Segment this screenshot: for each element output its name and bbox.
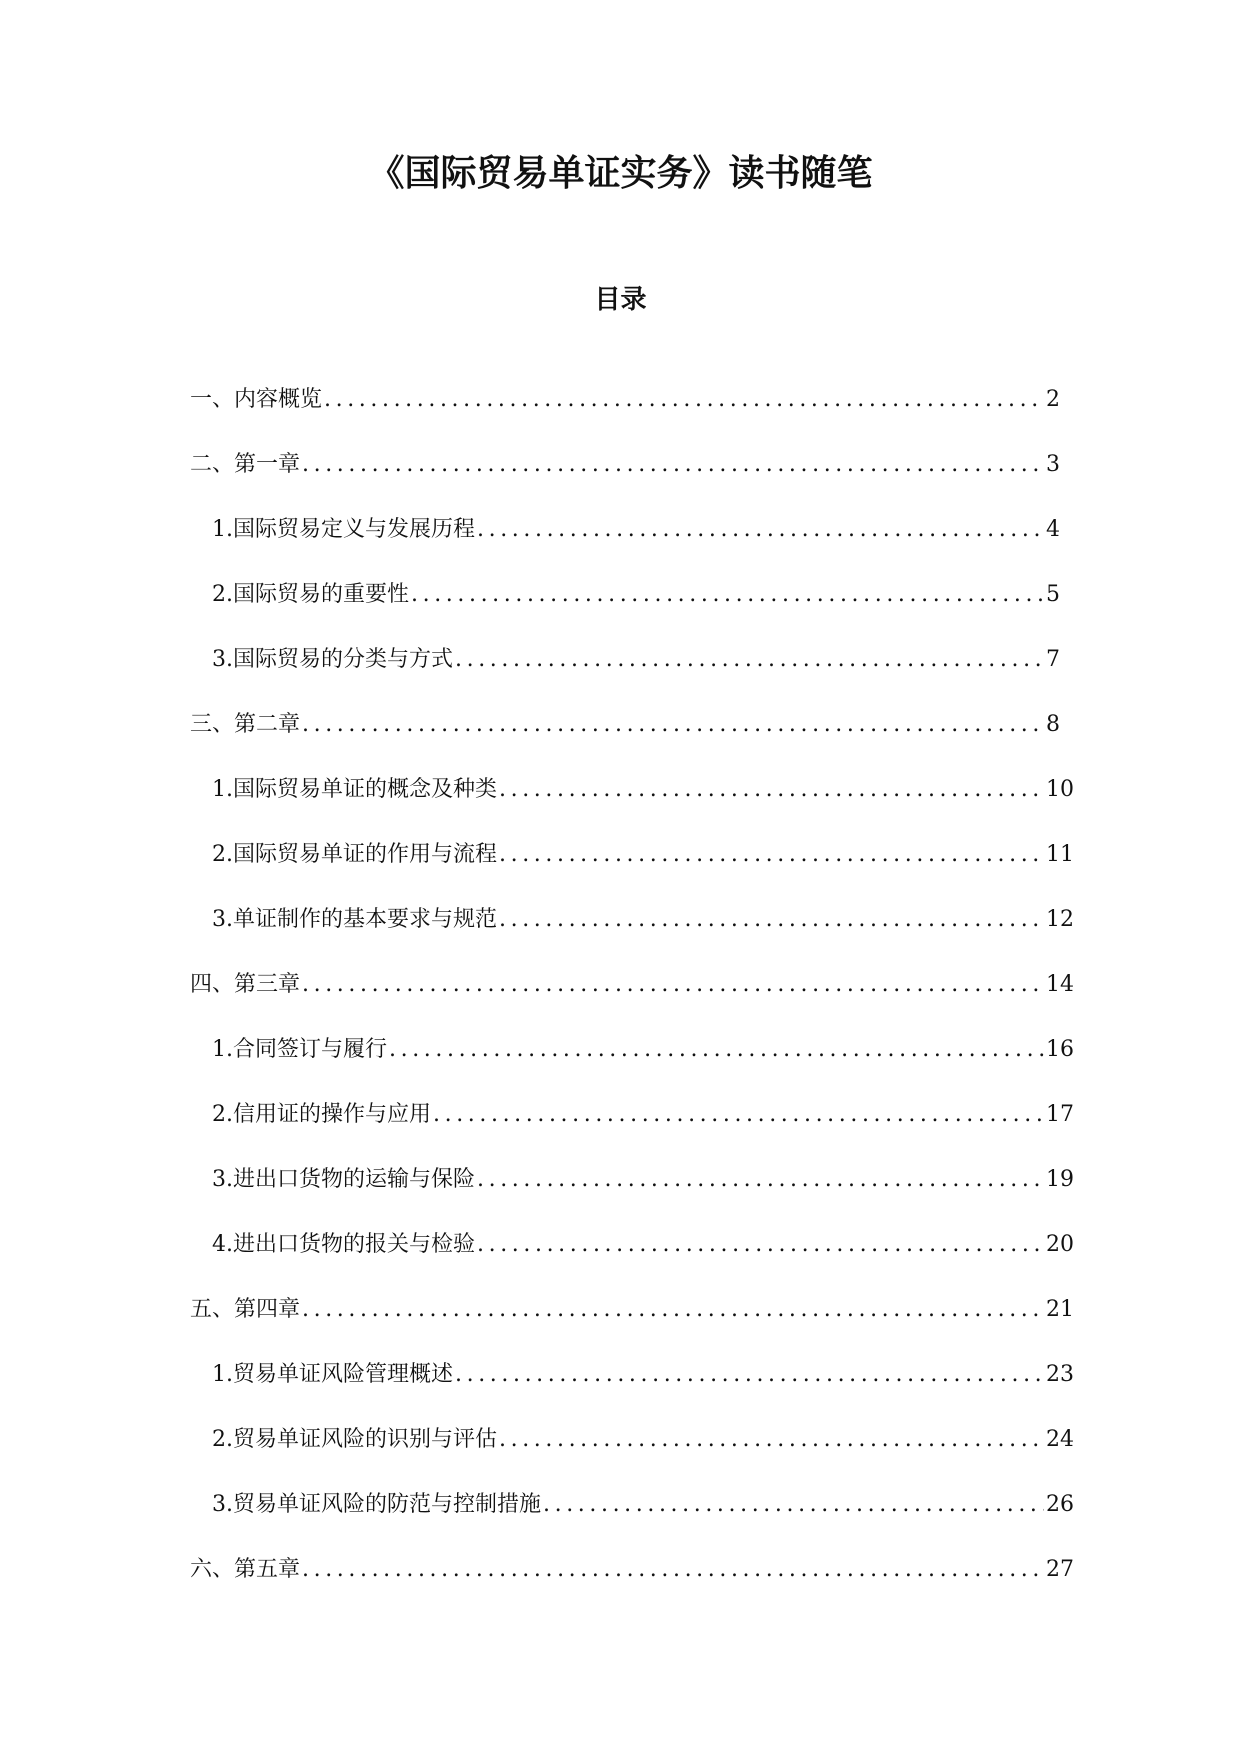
toc-entry[interactable] xyxy=(190,710,1060,775)
toc-entry[interactable] xyxy=(190,1295,1074,1360)
toc-dot-leader xyxy=(499,775,1044,805)
toc-subentry-page: 16 xyxy=(1046,1037,1074,1062)
toc-entry[interactable] xyxy=(190,970,1074,1035)
toc-dot-leader xyxy=(455,645,1044,675)
toc-subentry-page: 20 xyxy=(1046,1232,1074,1257)
toc-dot-leader xyxy=(499,1425,1044,1455)
toc-subentry-label: 国际贸易定义与发展历程 xyxy=(233,517,476,542)
toc-entry-page: 2 xyxy=(1046,387,1060,412)
toc-dot-leader xyxy=(477,1230,1044,1260)
toc-subentry[interactable] xyxy=(190,1100,1074,1165)
toc-subentry[interactable] xyxy=(190,1230,1074,1295)
toc-entry-label: 三、第二章 xyxy=(190,712,301,737)
toc-subentry-number: 3. xyxy=(212,647,233,672)
toc-subentry-number: 2. xyxy=(212,842,233,867)
toc-dot-leader xyxy=(499,905,1044,935)
toc-heading: 目录 xyxy=(594,285,647,315)
toc-subentry-page: 10 xyxy=(1046,777,1074,802)
toc-entry[interactable] xyxy=(190,1555,1074,1620)
toc-subentry-number: 3. xyxy=(212,1167,233,1192)
toc-subentry-number: 1. xyxy=(212,517,233,542)
toc-subentry[interactable] xyxy=(190,515,1060,580)
toc-subentry[interactable] xyxy=(190,775,1074,840)
toc-dot-leader xyxy=(543,1490,1044,1520)
toc-entry-page: 27 xyxy=(1046,1557,1074,1582)
toc-subentry-label: 贸易单证风险的识别与评估 xyxy=(233,1427,498,1452)
toc-subentry-label: 合同签订与履行 xyxy=(233,1037,388,1062)
toc-subentry[interactable] xyxy=(190,840,1074,905)
toc-dot-leader xyxy=(302,1555,1044,1585)
toc-subentry-page: 19 xyxy=(1046,1167,1074,1192)
toc-subentry-number: 3. xyxy=(212,907,233,932)
toc-subentry-page: 11 xyxy=(1046,842,1074,867)
table-of-contents xyxy=(190,385,1074,1620)
toc-dot-leader xyxy=(477,1165,1044,1195)
toc-subentry-label: 单证制作的基本要求与规范 xyxy=(233,907,498,932)
toc-entry-page: 14 xyxy=(1046,972,1074,997)
toc-dot-leader xyxy=(324,385,1044,415)
toc-dot-leader xyxy=(455,1360,1044,1390)
toc-subentry-page: 12 xyxy=(1046,907,1074,932)
toc-subentry-number: 4. xyxy=(212,1232,233,1257)
toc-subentry-page: 5 xyxy=(1046,582,1060,607)
toc-entry[interactable] xyxy=(190,385,1060,450)
toc-subentry-number: 2. xyxy=(212,1427,233,1452)
toc-subentry-page: 17 xyxy=(1046,1102,1074,1127)
toc-subentry[interactable] xyxy=(190,1035,1074,1100)
toc-subentry[interactable] xyxy=(190,1165,1074,1230)
toc-subentry-number: 1. xyxy=(212,777,233,802)
toc-dot-leader xyxy=(477,515,1044,545)
toc-subentry-page: 23 xyxy=(1046,1362,1074,1387)
toc-dot-leader xyxy=(302,710,1044,740)
toc-dot-leader xyxy=(499,840,1044,870)
toc-subentry-label: 国际贸易的分类与方式 xyxy=(233,647,454,672)
toc-subentry-number: 1. xyxy=(212,1362,233,1387)
toc-dot-leader xyxy=(389,1035,1044,1065)
toc-subentry[interactable] xyxy=(190,905,1074,970)
toc-dot-leader xyxy=(302,970,1044,1000)
toc-subentry[interactable] xyxy=(190,645,1060,710)
toc-entry[interactable] xyxy=(190,450,1060,515)
toc-dot-leader xyxy=(302,450,1044,480)
toc-subentry-label: 国际贸易的重要性 xyxy=(233,582,410,607)
toc-subentry-page: 26 xyxy=(1046,1492,1074,1517)
toc-entry-page: 21 xyxy=(1046,1297,1074,1322)
toc-subentry[interactable] xyxy=(190,1490,1074,1555)
toc-subentry-label: 进出口货物的报关与检验 xyxy=(233,1232,476,1257)
toc-dot-leader xyxy=(433,1100,1044,1130)
toc-subentry[interactable] xyxy=(190,580,1060,645)
toc-entry-label: 六、第五章 xyxy=(190,1557,301,1582)
toc-subentry-label: 信用证的操作与应用 xyxy=(233,1102,432,1127)
toc-entry-label: 二、第一章 xyxy=(190,452,301,477)
toc-subentry-label: 贸易单证风险的防范与控制措施 xyxy=(233,1492,542,1517)
toc-subentry-number: 2. xyxy=(212,1102,233,1127)
toc-dot-leader xyxy=(411,580,1044,610)
toc-entry-label: 四、第三章 xyxy=(190,972,301,997)
toc-subentry-label: 贸易单证风险管理概述 xyxy=(233,1362,454,1387)
toc-entry-page: 8 xyxy=(1046,712,1060,737)
toc-subentry-page: 7 xyxy=(1046,647,1060,672)
toc-subentry-label: 进出口货物的运输与保险 xyxy=(233,1167,476,1192)
toc-subentry-number: 2. xyxy=(212,582,233,607)
toc-entry-label: 五、第四章 xyxy=(190,1297,301,1322)
toc-subentry-page: 4 xyxy=(1046,517,1060,542)
document-title: 《国际贸易单证实务》读书随笔 xyxy=(368,153,873,194)
toc-entry-label: 一、内容概览 xyxy=(190,387,323,412)
toc-subentry[interactable] xyxy=(190,1425,1074,1490)
toc-entry-page: 3 xyxy=(1046,452,1060,477)
toc-subentry[interactable] xyxy=(190,1360,1074,1425)
toc-subentry-number: 1. xyxy=(212,1037,233,1062)
toc-subentry-label: 国际贸易单证的作用与流程 xyxy=(233,842,498,867)
toc-subentry-number: 3. xyxy=(212,1492,233,1517)
toc-subentry-label: 国际贸易单证的概念及种类 xyxy=(233,777,498,802)
toc-subentry-page: 24 xyxy=(1046,1427,1074,1452)
toc-dot-leader xyxy=(302,1295,1044,1325)
